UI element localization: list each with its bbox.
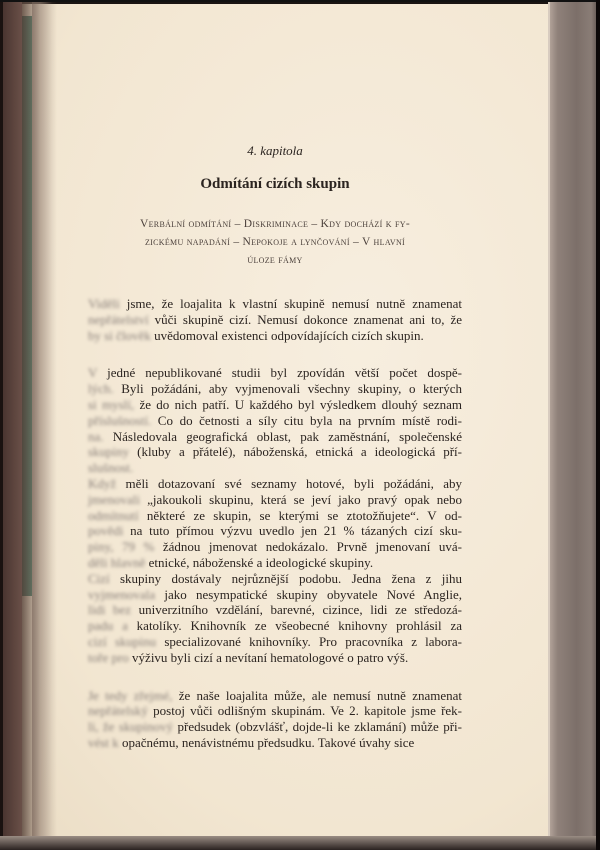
text-line [88,296,462,312]
text-line [88,429,462,445]
chapter-summary [94,215,456,269]
line-text: měli dotazovaní své seznamy hotové, byli požádáni, aby [116,475,462,491]
text-line [88,703,462,719]
blurred-text: povědi [88,523,124,539]
text-line [88,634,462,650]
line-text: výživu byli cizí a nevítaní hematologové o patro výš. [128,649,409,665]
blurred-text: slušnost. [88,460,134,476]
blurred-text: Viděli [88,296,120,311]
paragraph [88,571,462,666]
blurred-text: padu a [88,618,128,634]
text-line [88,602,462,618]
text-line [88,328,462,344]
blurred-text: cizí skupinu [88,633,157,649]
line-text: Co do četnosti a síly citu byla na prvním místě rodi- [151,412,462,428]
line-text: předsudek (obzvlášť, dojde-li ke zklamání) může při- [173,719,462,735]
blurred-text: příslušností. [88,412,152,428]
line-text: skupiny dostávaly nejrůznější podobu. Jedna žena z jihu [109,570,462,586]
text-line [88,735,462,751]
text-line [88,555,462,571]
blurred-text: vést k [88,734,119,750]
line-text: na tuto přímou výzvu uvedlo jen 21 % tázaných cizí sku- [123,523,462,539]
gutter-shadow-inner [32,2,57,838]
line-text: (kluby a přátelé), náboženská, etnická a ideologická pří- [129,444,462,460]
text-line [88,444,462,460]
paragraph [88,296,462,343]
line-text: specializované knihovníky. Pro pracovníka z labora- [156,633,462,649]
blurred-text: V [88,365,98,381]
blurred-text: si myslí, [88,396,135,412]
text-line [88,397,462,413]
blurred-text: Cizí [88,570,110,586]
blurred-text: nepřátelský [88,703,148,719]
line-text: Byli požádáni, aby vyjmenovali všechny skupiny, o kterých [113,381,462,397]
paragraph [88,365,462,476]
book-page [0,2,600,838]
text-line [88,460,462,476]
line-text: „jakoukoli skupinu, která se jeví jako pravý opak nebo [140,491,462,507]
line-text: vůči skupině cizí. Nemusí dokonce znamenat ani to, že [148,311,462,327]
blurred-text: lých. [88,381,114,397]
book-cover-edge [3,2,22,838]
blurred-text: jmenovali [88,491,140,507]
line-text: některé ze skupin, se kterými se ztotožňujete“. V od- [138,507,462,523]
line-text: postoj vůči odlišným skupinám. Ve 2. kapitole jsme řek- [147,703,462,719]
chapter-title: Odmítání cizích skupin [200,176,350,192]
text-line [88,312,462,328]
blurred-text: toře pro [88,649,129,665]
blurred-text: odmítnutí [88,507,139,523]
text-line [88,539,462,555]
text-line [88,571,462,587]
line-text: že naše loajalita může, ale nemusí nutně znamenat [172,687,462,703]
blurred-text: Je tedy zřejmé, [88,687,173,703]
blurred-text: na. [88,428,104,444]
summary-line: úloze fámy [247,254,303,266]
page-bottom-edge [0,836,600,850]
blurred-text: vyjmenovala [88,586,156,602]
paragraph [88,688,462,751]
text-line [88,413,462,429]
page-stack-edge [548,2,596,838]
line-text: katolíky. Knihovník ze všeobecné knihovny prohlásil za [127,618,462,634]
summary-line: zickému napadání – Nepokoje a lynčování – V hlavní [144,236,405,248]
text-line [88,618,462,634]
blurred-text: Když [88,475,117,491]
text-line [88,719,462,735]
scan-border-right [596,0,600,850]
line-text: žádnou jmenovat nedokázalo. Prvně jmenovaní uvá- [154,539,462,555]
text-line [88,688,462,704]
blurred-text: skupiny [88,444,130,460]
text-line [88,587,462,603]
text-line [88,365,462,381]
line-text: Následovala geografická oblast, pak zaměstnání, společenské [103,428,462,444]
line-text: opačnému, nenávistnému předsudku. Takové úvahy sice [118,734,415,750]
page-edge-line [548,2,550,838]
line-text: univerzitního vzdělání, barevné, cizince, lidi ze středozá- [131,602,462,618]
line-text: uvědomoval existenci odpovídajících cizích skupin. [150,327,424,343]
text-line [88,523,462,539]
text-line [88,476,462,492]
blurred-text: děli hlavně [88,554,146,570]
line-text: jsme, že loajalita k vlastní skupině nemusí nutně znamenat [119,296,462,311]
text-line [88,508,462,524]
chapter-number: 4. kapitola [247,143,303,158]
paragraph [88,476,462,571]
blurred-text: by si člověk [88,327,151,343]
body-text [88,296,462,751]
line-text: že do nich patří. U každého byl výsledkem dlouhý seznam [134,396,462,412]
blurred-text: li, že skupinový [88,719,174,735]
line-text: jako nesympatické skupiny obyvatele Nové Anglie, [155,586,462,602]
text-line [88,492,462,508]
blurred-text: nepřátelství [88,311,149,327]
line-text: etnické, náboženské a ideologické skupiny. [145,554,374,570]
blurred-text: piny, 79 % [88,539,155,555]
blurred-text: lidi bez [88,602,132,618]
line-text: jedné nepublikované studii byl zpovídán větší počet dospě- [97,365,462,381]
text-line [88,381,462,397]
text-line [88,650,462,666]
page-top-edge [0,2,600,4]
summary-line: Verbální odmítání – Diskriminace – Kdy dochází k fy- [140,218,410,230]
